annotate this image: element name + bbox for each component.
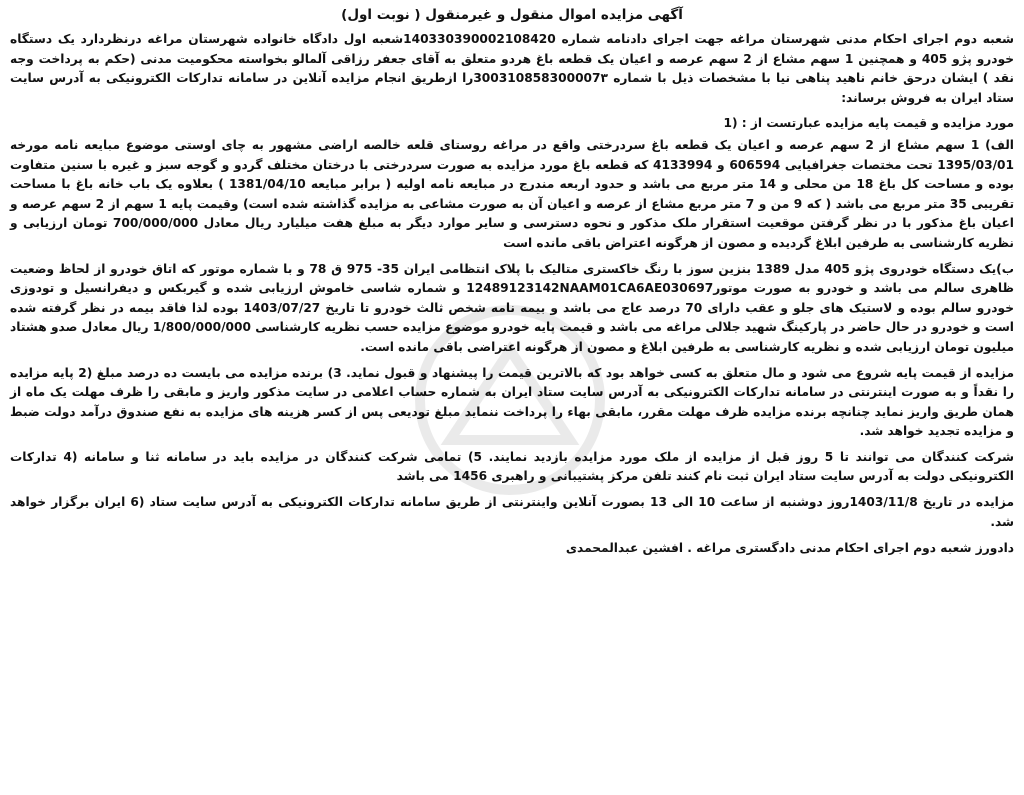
intro-paragraph: شعبه دوم اجرای احکام مدنی شهرستان مراغه جهت اجرای دادنامه شماره 140330390002108420شعبه اول دادگاه خانواده شهرستان مراغه درنظردارد یک دستگاه خودرو پژو 405 و همچنین 1 سهم مشاع از 2 سهم عرصه و اعیان یک قطعه باغ هردو متعلق به آقای جعفر رزاقی آلمالو بخواسته محکومیت مدنی (حکم به پرداخت وجه نقد ) ایشان درحق خانم ناهید پناهی نیا با مشخصات ذیل با شماره 300310858300007۳را ازطریق انجام مزایده آنلاین در سامانه تدارکات الکترونیکی به آدرس سایت ستاد ایران به فروش برساند:: [10, 32, 1014, 105]
notice-title: آگهی مزایده اموال منقول و غیرمنقول ( نوبت اول): [341, 7, 683, 23]
clause-2-paragraph: مزایده از قیمت پایه شروع می شود و مال متعلق به کسی خواهد بود که بالاترین قیمت را پیشنهاد و قبول نماید. 3) برنده مزایده می بایست ده درصد مبلغ (2 پایه مزایده را نقداً و به صورت اینترنتی در سامانه تدارکات الکترونیکی به آدرس سایت ستاد ایران به شماره حساب اعلامی در سایت مذکور واریز و مابقی را ظرف مهلت یک ماه از همان طریق واریز نماید چنانچه برنده مزایده ظرف مهلت مقرر، مابقی بهاء را پرداخت ننماید مبلغ تودیعی پس از کسر هزینه های مزایده به نفع صندوق درآمد دولت ضبط و مزایده تجدید خواهد شد.: [10, 365, 1014, 439]
signature-line: دادورز شعبه دوم اجرای احکام مدنی دادگستری مراغه . افشین عبدالمحمدی: [565, 541, 1014, 556]
item-a-paragraph: الف) 1 سهم مشاع از 2 سهم عرصه و اعیان یک قطعه باغ سردرختی واقع در مراغه روستای قلعه خالصه اراضی مشهور به چای اوستی موضوع مبایعه نامه مورخه 1395/03/01 تحت مختصات جغرافیایی 606594 و 4133994 که قطعه باغ مورد مزایده به صورت سردرختی با درختان مختلف گردو و گوجه سبز و غیره با سنین متفاوت بوده و مساحت کل باغ 18 من محلی و 14 متر مربع می باشد و حدود اربعه مندرج در مبایعه نامه اولیه ( برابر مبایعه 1381/04/10 ) بعلاوه یک باب خانه باغ با مساحت تقریبی 35 متر مربع می باشد ( که 9 من و 7 متر مربع مشاع از عرصه و اعیان آن به صورت مشاعی به مزایده گذاشته شده است) وقیمت پایه 1 سهم از 2 سهم عرصه و اعیان باغ مذکور با در نظر گرفتن موقعیت استقرار ملک مذکور و نحوه دسترسی و سایر موارد دیگر به مبلغ هفت میلیارد ریال معادل 700/000/000 تومان ارزیابی و نظریه کارشناسی به طرفین ابلاغ گردیده و مصون از هرگونه اعتراض باقی مانده است: [10, 137, 1015, 250]
subject-line: مورد مزایده و قیمت پایه مزایده عبارتست از : (1: [723, 116, 1014, 131]
clause-4-paragraph: شرکت کنندگان می توانند تا 5 روز قبل از مزایده از ملک مورد مزایده بازدید نمایند. 5) تمامی شرکت کنندگان در مزایده باید در سامانه ثنا و سامانه (4 تدارکات الکترونیکی دولت به آدرس سایت ستاد ایران ثبت نام کنند تلفن مرکز پشتیبانی و راهبری 1456 می باشد: [10, 449, 1014, 484]
clause-6-paragraph: مزایده در تاریخ 1403/11/8روز دوشنبه از ساعت 10 الی 13 بصورت آنلاین واینترنتی از طریق سامانه تدارکات الکترونیکی به آدرس سایت ستاد (6 ایران برگزار خواهد شد.: [10, 495, 1014, 529]
item-b-paragraph: ب)یک دستگاه خودروی پژو 405 مدل 1389 بنزین سوز با رنگ خاکستری متالیک با پلاک انتظامی ایران 35- 975 ق 78 و با شماره موتور که اتاق خودرو از لحاظ وضعیت ظاهری سالم می باشد و خودرو به صورت موتور12489123142NAAM01CA6AE030697 و شماره شاسی خاموش ارزیابی شده و گیربکس و دیفرانسیل و تودوزی خودرو سالم بوده و لاستیک های جلو و عقب دارای 70 درصد عاج می باشد و بیمه نامه شخص ثالث خودرو تا تاریخ 1403/07/27 بوده لذا فاقد بیمه در نظر گرفته شده است و خودرو در حال حاضر در پارکینگ شهید جلالی مراغه می باشد و قیمت پایه خودرو موضوع مزایده حسب نظریه کارشناسی 1/800/000/000 ریال معادل صدو هشتاد میلیون تومان ارزیابی شده و نظریه کارشناسی به طرفین ابلاغ و مصون از هرگونه اعتراضی باقی مانده است.: [10, 261, 1014, 354]
